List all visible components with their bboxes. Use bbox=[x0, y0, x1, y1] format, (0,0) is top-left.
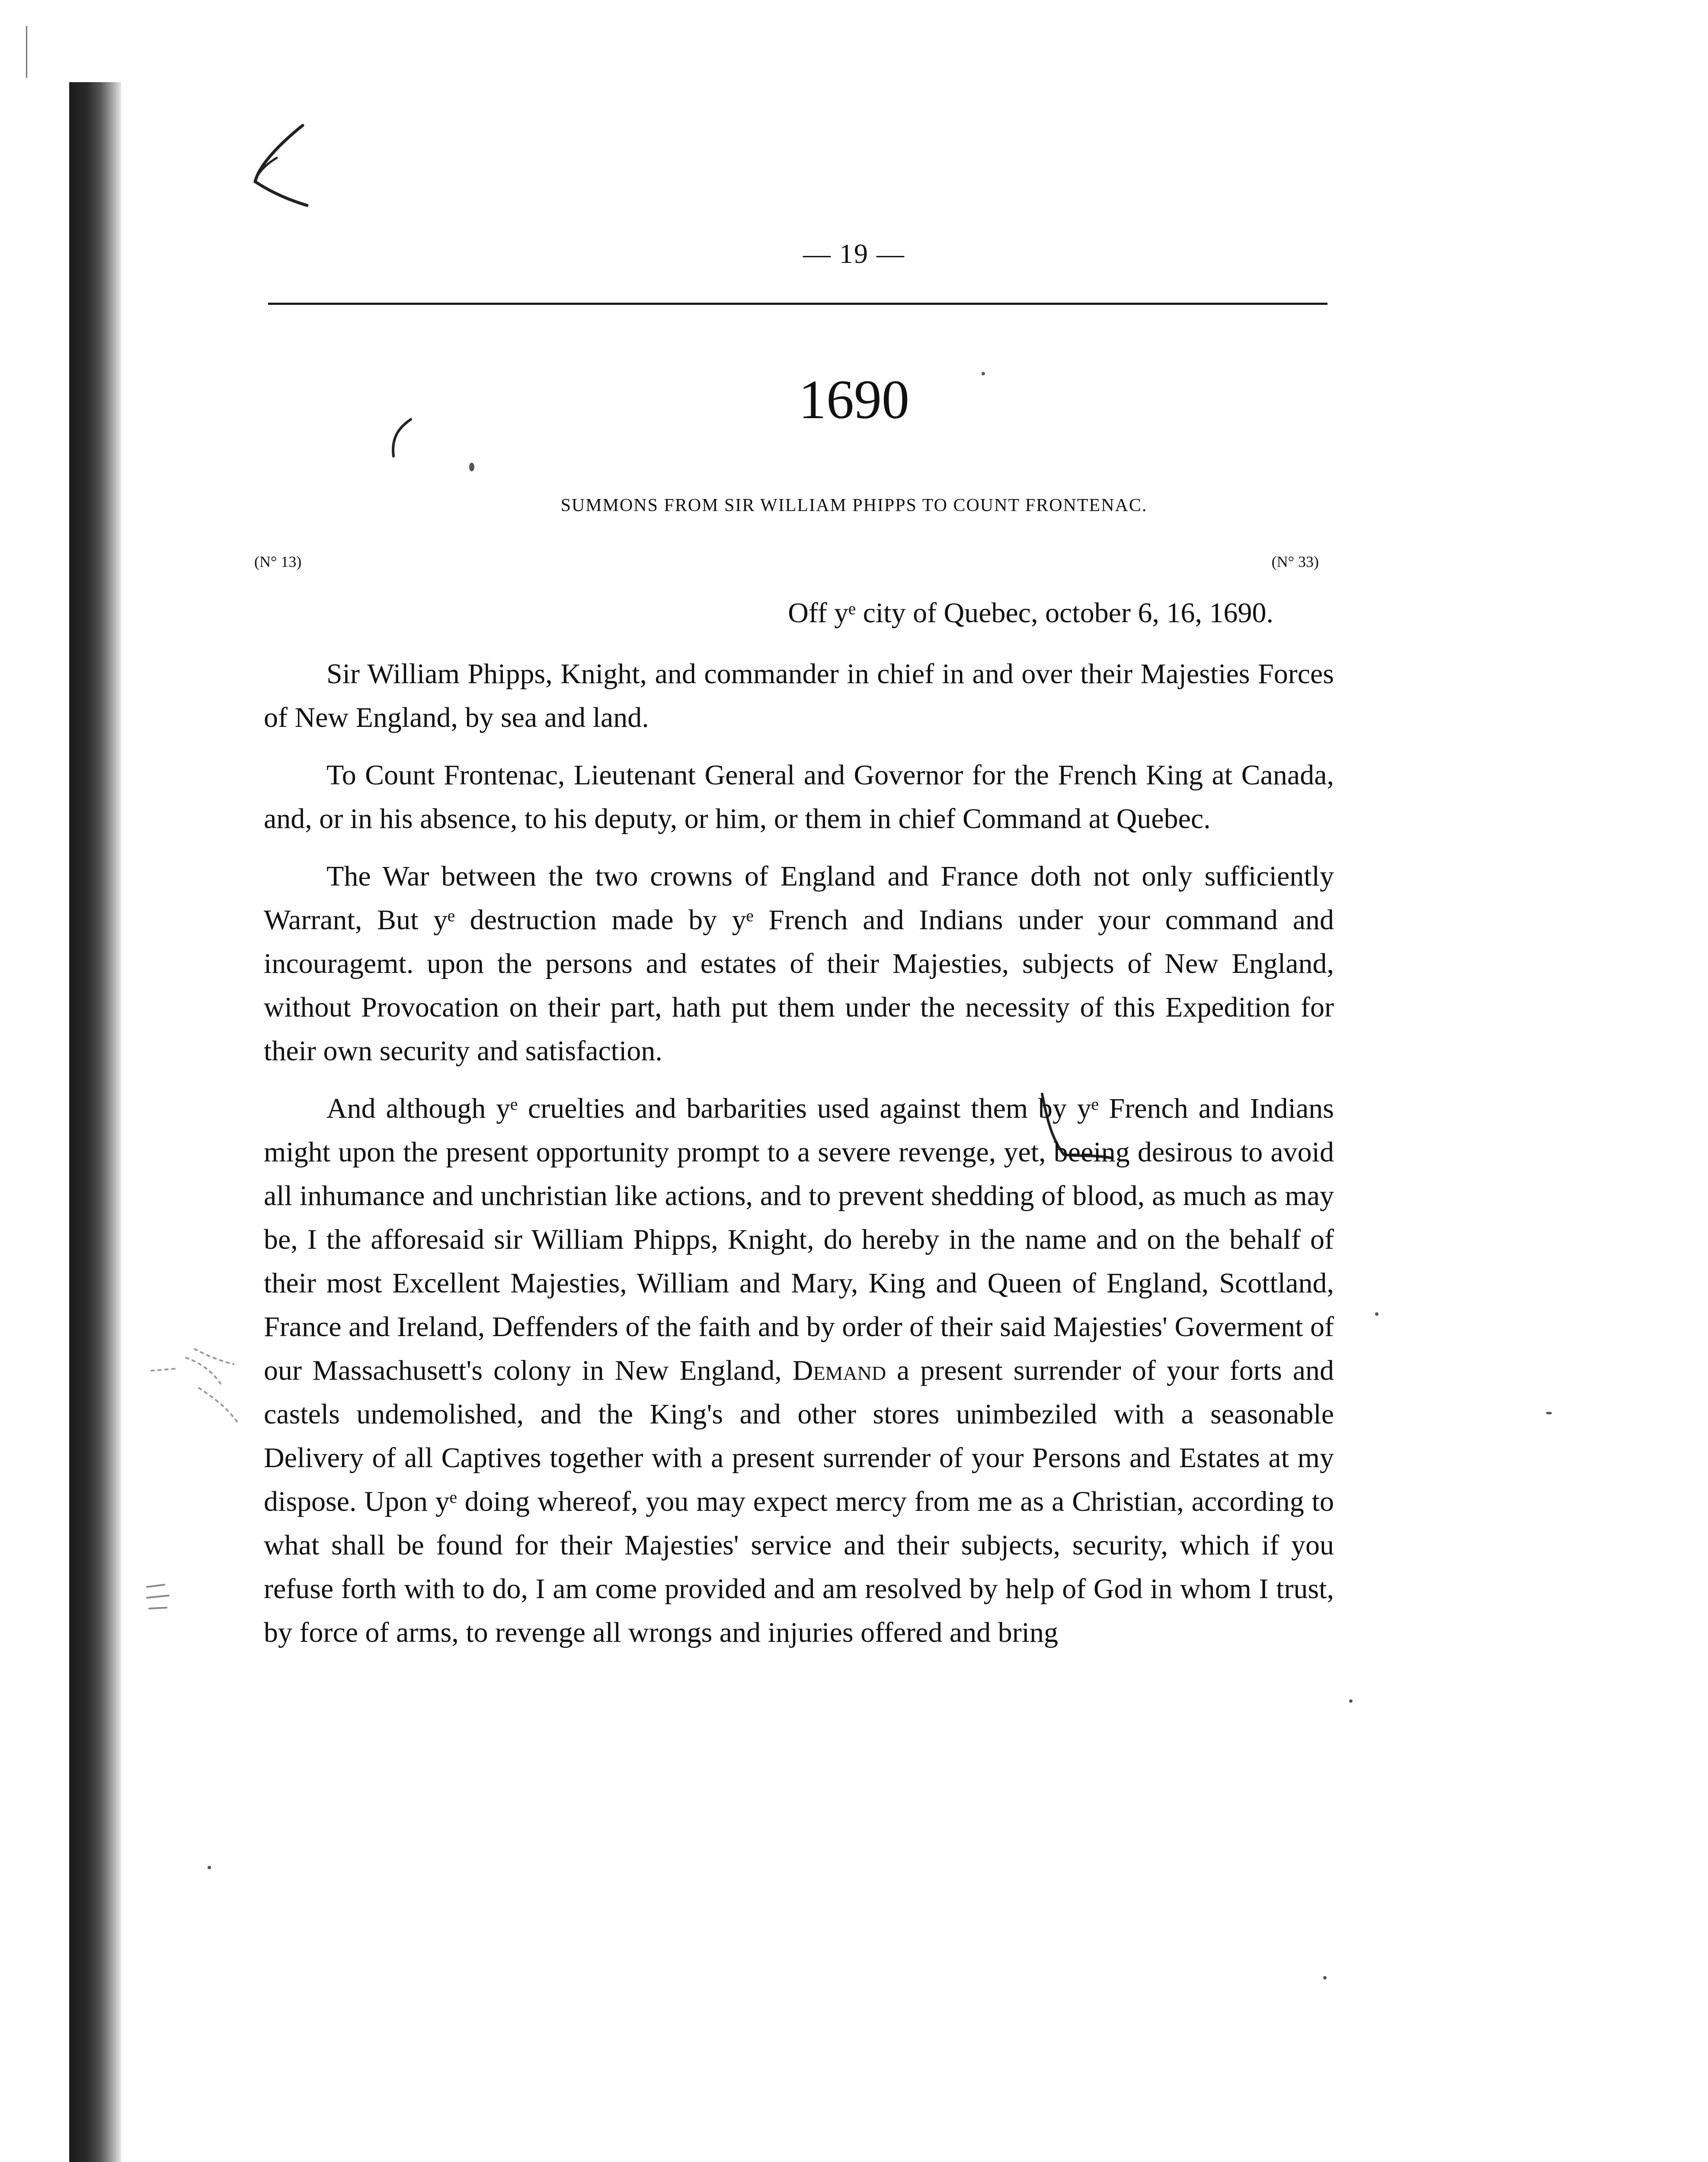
dateline: Off yᵉ city of Quebec, october 6, 16, 1690. bbox=[788, 597, 1273, 629]
scan-speck bbox=[208, 1866, 211, 1869]
pencil-mark-top bbox=[242, 117, 329, 221]
scan-speck bbox=[1349, 1699, 1353, 1703]
demand-text-before: And although yᵉ cruelties and barbarities used against them by yᵉ French and Indians might upon the present opportunity prompt to a severe revenge, yet, beeing desirous to avoid all inhumance and unchristian like actions, and to prevent shedding of blood, as much as may be, I the afforesaid sir William Phipps, Knight, do hereby in the name and on the behalf of their most Excellent Majesties, William and Mary, King and Queen of England, Scottland, France and Ireland, Deffenders of the faith and by order of their said Majesties' Goverment of our Massachusett's colony in New England, bbox=[264, 1093, 1334, 1386]
margin-tick bbox=[143, 1578, 177, 1617]
paragraph-demand bbox=[264, 1087, 1334, 1654]
demand-keyword: Demand bbox=[792, 1355, 886, 1386]
document-year: 1690 bbox=[799, 369, 909, 430]
paragraph-sender: Sir William Phipps, Knight, and commander in chief in and over their Majesties Forces of New England, by sea and land. bbox=[264, 658, 1334, 733]
paragraph-grounds: The War between the two crowns of England and France doth not only sufficiently Warrant, But yᵉ destruction made by yᵉ French and Indians under your command and incouragemt. upon the persons and estates of their Majesties, subjects of New England, without Provocation on their part, hath put them under the necessity of this Expedition for their own security and satisfaction. bbox=[264, 860, 1334, 1067]
summons-body bbox=[264, 652, 1334, 1668]
paragraph-addressee: To Count Frontenac, Lieutenant General and Governor for the French King at Canada, and, or in his absence, to his deputy, or him, or them in chief Command at Quebec. bbox=[264, 759, 1334, 835]
scan-speck bbox=[1546, 1412, 1552, 1414]
header-rule bbox=[268, 303, 1327, 305]
scan-edge-line bbox=[26, 26, 27, 78]
scan-speck bbox=[469, 463, 474, 471]
scan-speck bbox=[1375, 1312, 1379, 1316]
document-title: SUMMONS FROM SIR WILLIAM PHIPPS TO COUNT FRONTENAC. bbox=[560, 496, 1148, 515]
page-number: — 19 — bbox=[803, 238, 905, 269]
document-number-right: (N° 33) bbox=[1271, 553, 1319, 570]
margin-scribble bbox=[147, 1323, 259, 1436]
document-number-left: (N° 13) bbox=[254, 553, 302, 570]
scan-speck bbox=[1323, 1976, 1327, 1980]
demand-text-after: a present surrender of your forts and castels undemolished, and the King's and other stores unimbeziled with a seasonable Delivery of all Captives together with a present surrender of your Persons and Estates at my dispose. Upon yᵉ doing whereof, you may expect mercy from me as a Christian, according to what shall be found for their Majesties' service and their subjects, security, which if you refuse forth with to do, I am come provided and am resolved by help of God in whom I trust, by force of arms, to revenge all wrongs and injuries offered and bring bbox=[264, 1355, 1334, 1648]
